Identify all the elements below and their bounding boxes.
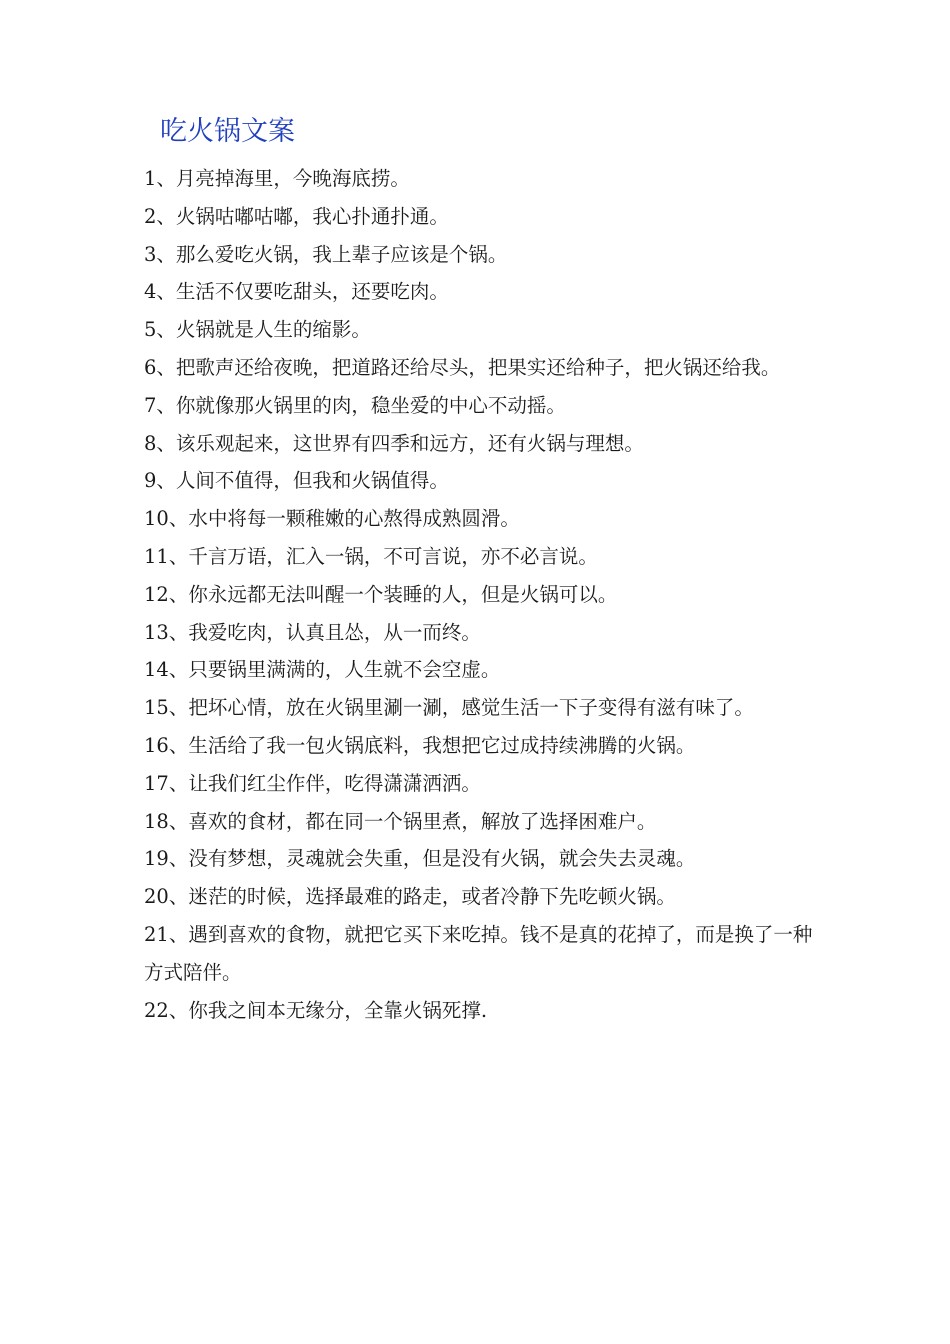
list-item: 8、该乐观起来，这世界有四季和远方，还有火锅与理想。 — [144, 431, 644, 455]
list-item: 5、火锅就是人生的缩影。 — [144, 318, 371, 342]
list-item: 22、你我之间本无缘分，全靠火锅死撑. — [144, 998, 488, 1022]
list-item: 6、把歌声还给夜晚，把道路还给尽头，把果实还给种子，把火锅还给我。 — [144, 355, 781, 379]
list-item: 7、你就像那火锅里的肉，稳坐爱的中心不动摇。 — [144, 393, 566, 417]
copy-list — [144, 160, 814, 1029]
list-item: 15、把坏心情，放在火锅里涮一涮，感觉生活一下子变得有滋有味了。 — [144, 696, 754, 720]
list-item: 13、我爱吃肉，认真且怂，从一而终。 — [144, 620, 481, 644]
list-item: 12、你永远都无法叫醒一个装睡的人，但是火锅可以。 — [144, 582, 618, 606]
list-item: 11、千言万语，汇入一锅，不可言说，亦不必言说。 — [144, 544, 598, 568]
list-item: 14、只要锅里满满的，人生就不会空虚。 — [144, 658, 501, 682]
list-item: 9、人间不值得，但我和火锅值得。 — [144, 469, 449, 493]
list-item: 18、喜欢的食材，都在同一个锅里煮，解放了选择困难户。 — [144, 809, 657, 833]
list-item: 19、没有梦想，灵魂就会失重，但是没有火锅，就会失去灵魂。 — [144, 847, 696, 871]
list-item: 3、那么爱吃火锅，我上辈子应该是个锅。 — [144, 242, 508, 266]
list-item: 21、遇到喜欢的食物，就把它买下来吃掉。钱不是真的花掉了，而是换了一种方式陪伴。 — [144, 922, 813, 984]
list-item: 1、月亮掉海里，今晚海底捞。 — [144, 167, 410, 190]
list-item: 10、水中将每一颗稚嫩的心熬得成熟圆滑。 — [144, 507, 520, 531]
list-item: 17、让我们红尘作伴，吃得潇潇洒洒。 — [144, 771, 481, 795]
list-item: 2、火锅咕嘟咕嘟，我心扑通扑通。 — [144, 204, 449, 228]
list-item: 16、生活给了我一包火锅底料，我想把它过成持续沸腾的火锅。 — [144, 733, 696, 757]
document-title: 吃火锅文案 — [160, 116, 295, 147]
list-item: 20、迷茫的时候，选择最难的路走，或者冷静下先吃顿火锅。 — [144, 885, 676, 909]
list-item: 4、生活不仅要吃甜头，还要吃肉。 — [144, 280, 449, 304]
